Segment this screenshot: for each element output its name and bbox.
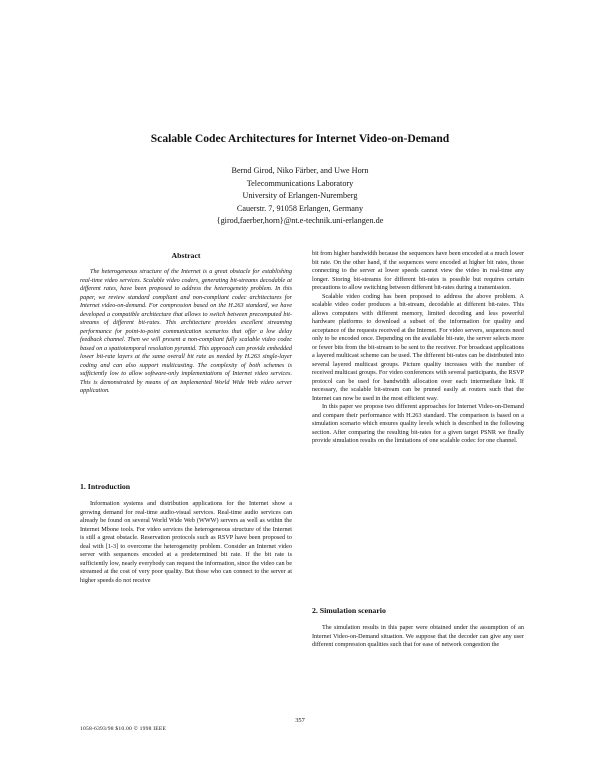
author-email: {girod,faerber,horn}@nt.e-technik.uni-erlangen.de: [216, 216, 384, 226]
author-block: [100, 165, 500, 228]
author-university: University of Erlangen-Nuremberg: [242, 191, 358, 201]
section-1-right-paragraph-3: In this paper we propose two different approaches for Internet Video-on-Demand and compare their performance with H.263 standard. The comparison is based on a simulation scenario which ensures quality levels which is described in the following section. After comparing the resulting bit-rates for a given target PSNR we finally provide simulation results on the limitations of one scalable codec for one channel.: [312, 403, 524, 445]
section-1-heading: 1. Introduction: [80, 482, 131, 491]
section-1-left-text: Information systems and distribution applications for the Internet show a growing demand for real-time audio-visual services. Real-time audio services can already be found on several World Wide Web (WWW) servers as well as within the Internet Mbone tools. For video services the heterogeneous structure of the Internet is still a great obstacle. Reservation protocols such as RSVP have been proposed to deal with [1-3] to overcome the heterogeneity problem. Consider an Internet video server with sequences encoded at a predetermined bit rate. If the bit rate is sufficiently low, nearly everybody can request the information, since the video can be streamed at the cost of very poor quality. But those who can connect to the server at higher speeds do not receive: [80, 500, 292, 584]
author-address: Cauerstr. 7, 91058 Erlangen, Germany: [236, 203, 364, 213]
section-1-right-paragraph-1: bit from higher bandwidth because the sequences have been encoded at a much lower bit rate. On the other hand, if the sequences were encoded at higher bit rates, those connecting to the server at lower speeds cannot view the video in real-time any longer. Storing bit-streams for different bit-rates is possible but requires certain precautions to allow switching between different bit-rates during a transmission.: [312, 250, 524, 292]
author-names: Bernd Girod, Niko Färber, and Uwe Horn: [231, 166, 369, 175]
section-2-heading: 2. Simulation scenario: [312, 606, 386, 615]
page-number: 357: [295, 717, 305, 724]
right-column: [312, 250, 524, 446]
section-1-right-paragraph-2: Scalable video coding has been proposed to address the above problem. A scalable video coder produces a bit-stream, decodable at different bit-rates. This allows computers with different memory, limited decoding and less powerful hardware platforms to download a subset of the information for quality and acceptance of the requests received at the Internet. For video servers, sequences need only to be encoded once. Depending on the available bit-rate, the server selects more or fewer bits from the bit-stream to be sent to the receiver. For broadcast applications a layered multicast scheme can be used. The different bit-rates can be distributed into several layered multicast groups. Picture quality increases with the number of received multicast groups. For video conferences with several participants, the RSVP protocol can be used for bandwidth allocation over each intermediate link. If necessary, the scalable bit-stream can be pruned easily at routers such that the Internet can now be used in the most efficient way.: [312, 292, 524, 402]
paper-title: Scalable Codec Architectures for Internet Video-on-Demand: [150, 132, 450, 145]
copyright-footer: 1058-6393/98 $10.00 © 1998 IEEE: [80, 726, 167, 732]
abstract-text: The heterogeneous structure of the Internet is a great obstacle for establishing real-time video services. Scalable video coders, generating bit-streams decodable at different rates, have been proposed to address the heterogeneity problem. In this paper, we review standard compliant and non-compliant codec architectures for Internet video-on-demand. For compression based on the H.263 standard, we have developed a compatible architecture that allows to switch between precomputed bit-streams of different bit-rates. This architecture provides excellent streaming performance for point-to-point communication scenarios that offer a low delay feedback channel. Then we will present a non-compliant fully scalable video codec based on a spatiotemporal resolution pyramid. This approach can provide embedded lower bit-rate layers at the same overall bit rate as needed by H.263 single-layer coding and can also support multicasting. The complexity of both schemes is sufficiently low to allow software-only implementations of Internet video services. This is demonstrated by means of an implemented World Wide Web video server application.: [80, 268, 292, 395]
author-lab: Telecommunications Laboratory: [246, 178, 354, 188]
abstract-heading: Abstract: [171, 251, 201, 260]
section-2-text: The simulation results in this paper were obtained under the assumption of an Internet Video-on-Demand situation. We suppose that the decoder can give any user different compression qualities such that for ease of network congestion the: [312, 624, 524, 649]
